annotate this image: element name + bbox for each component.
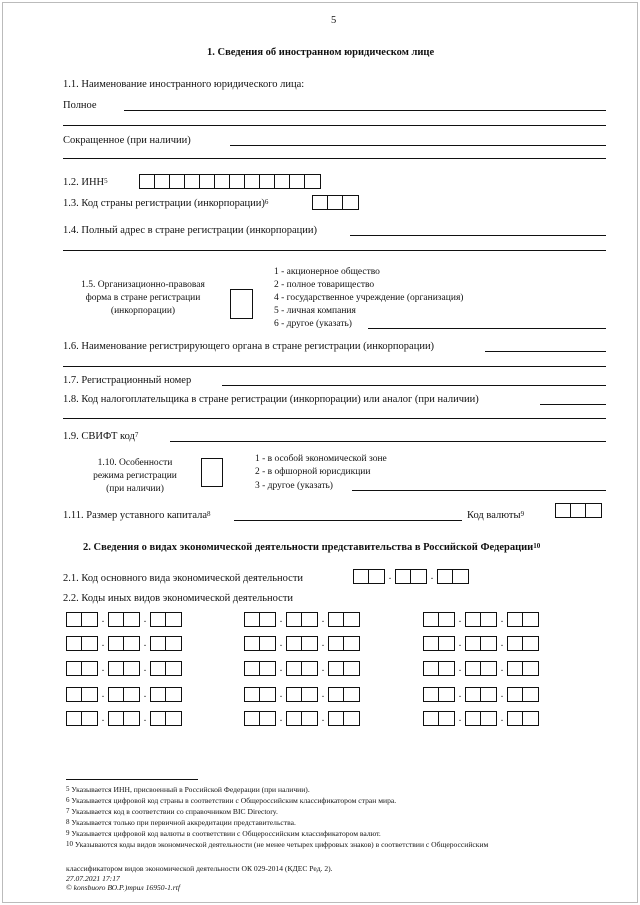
footnote-8: $^8$ Указывается только при первичной аккредитации представительства.	[66, 818, 296, 827]
footnote-6: $^6$ Указывается цифровой код страны в соответствии с Общероссийским классификатором стран мира.	[66, 796, 397, 805]
address-input[interactable]	[350, 235, 606, 236]
footnote-ref-9: 9	[520, 510, 525, 518]
legal-form-option-4: 4 - государственное учреждение (организация)	[274, 293, 464, 303]
activity-code-r5-c3[interactable]: . .	[423, 711, 539, 726]
activity-code-r4-c1[interactable]: . .	[66, 687, 182, 702]
reg-authority-input-line2[interactable]	[63, 366, 606, 367]
currency-label: Код валюты$^9$	[467, 510, 525, 521]
tax-code-input-line2[interactable]	[63, 418, 606, 419]
capital-input[interactable]	[234, 520, 462, 521]
section2-title: 2. Сведения о видах экономической деятельности представительства в Российской Федерации$^{10}$	[83, 542, 541, 553]
legal-form-label-3: (инкорпорации)	[110, 306, 176, 316]
currency-code-input[interactable]	[555, 503, 602, 518]
footnote-ref-6: 6	[264, 198, 269, 206]
regime-other-input[interactable]	[352, 490, 606, 491]
footnote-9: $^9$ Указывается цифровой код валюты в соответствии с Общероссийским классификатором валют.	[66, 829, 381, 838]
legal-form-label-2: форма в стране регистрации	[85, 293, 201, 303]
activity-code-r3-c2[interactable]: . .	[244, 661, 360, 676]
reg-authority-input[interactable]	[485, 351, 606, 352]
regime-label-3: (при наличии)	[106, 484, 164, 494]
short-name-label: Сокращенное (при наличии)	[63, 135, 191, 146]
legal-form-code-box[interactable]	[230, 289, 253, 319]
inn-input[interactable]	[139, 174, 321, 189]
full-name-label: Полное	[63, 100, 97, 111]
footnote-7: $^7$ Указывается код в соответствии со справочником BIC Directory.	[66, 807, 278, 816]
activity-code-r2-c2[interactable]: . .	[244, 636, 360, 651]
address-input-line2[interactable]	[63, 250, 606, 251]
section1-title: 1. Сведения об иностранном юридическом лице	[207, 47, 435, 58]
legal-form-other-input[interactable]	[368, 328, 606, 329]
swift-label: 1.9. СВИФТ код$^7$	[63, 431, 139, 442]
reg-number-label: 1.7. Регистрационный номер	[63, 375, 192, 386]
footnote-10: $^{10}$ Указываются коды видов экономической деятельности (не менее четырех цифровых знаков) в соответствии с Общероссийским	[66, 840, 489, 849]
footnote-separator	[66, 779, 198, 780]
inn-label: 1.2. ИНН$^5$	[63, 177, 108, 188]
main-activity-code[interactable]: . .	[353, 569, 469, 584]
reg-authority-label: 1.6. Наименование регистрирующего органа в стране регистрации (инкорпорации)	[63, 341, 435, 352]
capital-label: 1.11. Размер уставного капитала$^8$	[63, 510, 211, 521]
country-code-input[interactable]	[312, 195, 359, 210]
activity-code-r1-c1[interactable]: . .	[66, 612, 182, 627]
activity-code-r1-c2[interactable]: . .	[244, 612, 360, 627]
country-code-label: 1.3. Код страны регистрации (инкорпорации)$^6$	[63, 198, 269, 209]
footnote-5: $^5$ Указывается ИНН, присвоенный в Российской Федерации (при наличии).	[66, 785, 310, 794]
full-name-input-line2[interactable]	[63, 125, 606, 126]
legal-form-option-1: 1 - акционерное общество	[274, 267, 380, 277]
regime-label-1: 1.10. Особенности	[97, 458, 173, 468]
address-label: 1.4. Полный адрес в стране регистрации (инкорпорации)	[63, 225, 318, 236]
item-1-1-label: 1.1. Наименование иностранного юридического лица:	[63, 79, 305, 90]
activity-code-r1-c3[interactable]: . .	[423, 612, 539, 627]
reg-number-input[interactable]	[222, 385, 606, 386]
full-name-input[interactable]	[124, 110, 606, 111]
document-file-name: © konsbuoro ВО.Р.)трил 16950-1.rtf	[66, 883, 180, 892]
other-activities-label: 2.2. Коды иных видов экономической деятельности	[63, 593, 294, 604]
regime-code-box[interactable]	[201, 458, 223, 487]
footnote-10-continued: классификатором видов экономической деятельности ОК 029-2014 (КДЕС Ред. 2).	[66, 864, 333, 873]
regime-option-3: 3 - другое (указать)	[255, 481, 333, 491]
tax-code-label: 1.8. Код налогоплательщика в стране регистрации (инкорпорации) или аналог (при наличии)	[63, 394, 479, 405]
page-number: 5	[331, 15, 337, 26]
footnote-ref-8: 8	[207, 510, 211, 518]
swift-input[interactable]	[170, 441, 606, 442]
short-name-input[interactable]	[230, 145, 606, 146]
regime-option-1: 1 - в особой экономической зоне	[255, 454, 387, 464]
activity-code-r4-c2[interactable]: . .	[244, 687, 360, 702]
activity-code-r3-c1[interactable]: . .	[66, 661, 182, 676]
main-activity-label: 2.1. Код основного вида экономической деятельности	[63, 573, 304, 584]
footnote-ref-7: 7	[134, 431, 139, 439]
activity-code-r5-c2[interactable]: . .	[244, 711, 360, 726]
activity-code-r4-c3[interactable]: . .	[423, 687, 539, 702]
activity-code-r5-c1[interactable]: . .	[66, 711, 182, 726]
legal-form-option-5: 5 - личная компания	[274, 306, 356, 316]
short-name-input-line2[interactable]	[63, 158, 606, 159]
legal-form-option-6: 6 - другое (указать)	[274, 319, 352, 329]
activity-code-r2-c1[interactable]: . .	[66, 636, 182, 651]
activity-code-r3-c3[interactable]: . .	[423, 661, 539, 676]
activity-code-r2-c3[interactable]: . .	[423, 636, 539, 651]
tax-code-input[interactable]	[540, 404, 606, 405]
footnote-ref-5: 5	[104, 177, 108, 185]
footnote-ref-10: 10	[533, 542, 541, 550]
regime-label-2: режима регистрации	[93, 471, 177, 481]
document-date: 27.07.2021 17:17	[66, 874, 120, 883]
regime-option-2: 2 - в офшорной юрисдикции	[255, 467, 371, 477]
legal-form-label-1: 1.5. Организационно-правовая	[81, 280, 205, 290]
legal-form-option-2: 2 - полное товарищество	[274, 280, 375, 290]
